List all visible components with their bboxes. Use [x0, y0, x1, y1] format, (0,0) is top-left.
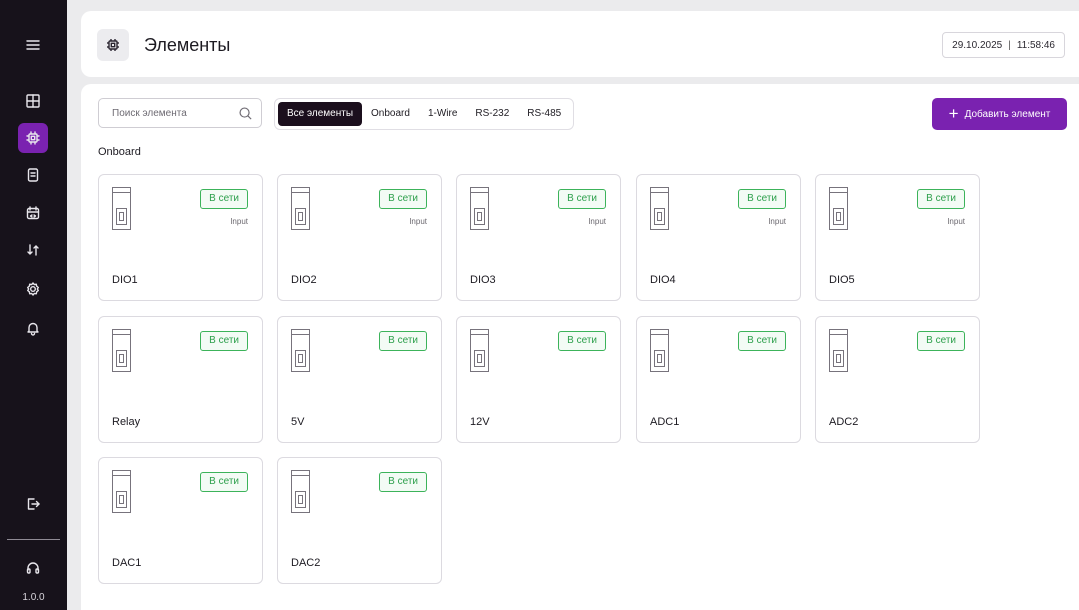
device-icon [470, 187, 489, 230]
tab-rs-485[interactable]: RS-485 [527, 108, 562, 119]
app-version: 1.0.0 [22, 592, 45, 603]
status-badge: В сети [200, 331, 248, 351]
search-icon[interactable] [238, 106, 253, 121]
element-name: DIO5 [829, 274, 855, 286]
status-badge: В сети [738, 189, 786, 209]
search-box[interactable] [98, 98, 262, 128]
document-icon[interactable] [18, 160, 48, 190]
element-card[interactable] [277, 174, 442, 301]
device-icon [470, 329, 489, 372]
element-mode: Input [230, 217, 248, 226]
current-time: 11:58:46 [1016, 39, 1055, 51]
chip-icon [97, 29, 129, 61]
filter-tabs [274, 98, 574, 130]
element-card[interactable] [456, 174, 621, 301]
calendar-icon[interactable] [18, 198, 48, 228]
device-icon [650, 187, 669, 230]
element-name: DIO4 [650, 274, 676, 286]
datetime-separator: | [1008, 39, 1011, 51]
element-card[interactable] [277, 457, 442, 584]
element-card[interactable] [277, 316, 442, 443]
element-card[interactable] [636, 316, 801, 443]
settings-icon[interactable] [18, 274, 48, 304]
element-card[interactable] [98, 457, 263, 584]
device-icon [112, 187, 131, 230]
element-mode: Input [588, 217, 606, 226]
section-title-onboard: Onboard [98, 146, 141, 158]
element-mode: Input [768, 217, 786, 226]
headset-icon[interactable] [18, 553, 48, 583]
current-date: 29.10.2025 [952, 39, 1003, 51]
element-name: 12V [470, 416, 490, 428]
dashboard-icon[interactable] [18, 86, 48, 116]
status-badge: В сети [379, 189, 427, 209]
element-mode: Input [947, 217, 965, 226]
element-card[interactable] [815, 174, 980, 301]
element-card[interactable] [98, 316, 263, 443]
tab-onboard[interactable]: Onboard [371, 108, 410, 119]
element-name: ADC1 [650, 416, 680, 428]
tab-1-wire[interactable]: 1-Wire [427, 108, 458, 119]
status-badge: В сети [558, 189, 606, 209]
search-input[interactable] [110, 107, 234, 120]
device-icon [112, 470, 131, 513]
status-badge: В сети [738, 331, 786, 351]
status-badge: В сети [917, 331, 965, 351]
datetime-display [942, 32, 1065, 58]
status-badge: В сети [379, 472, 427, 492]
tab-all-elements[interactable]: Все элементы [278, 102, 362, 126]
element-name: DIO3 [470, 274, 496, 286]
plus-icon: + [948, 104, 959, 123]
status-badge: В сети [200, 472, 248, 492]
sidebar-divider [7, 539, 60, 540]
element-card[interactable] [456, 316, 621, 443]
device-icon [650, 329, 669, 372]
transfer-icon[interactable] [18, 235, 48, 265]
element-name: 5V [291, 416, 305, 428]
device-icon [112, 329, 131, 372]
device-icon [291, 470, 310, 513]
device-icon [291, 329, 310, 372]
main-content [81, 84, 1079, 610]
element-card[interactable] [815, 316, 980, 443]
element-name: DAC2 [291, 557, 321, 569]
add-element-label: Добавить элемент [964, 108, 1051, 120]
element-name: ADC2 [829, 416, 859, 428]
element-card[interactable] [98, 174, 263, 301]
element-name: DAC1 [112, 557, 142, 569]
device-icon [291, 187, 310, 230]
sidebar [0, 0, 67, 610]
tab-rs-232[interactable]: RS-232 [475, 108, 510, 119]
status-badge: В сети [200, 189, 248, 209]
element-name: Relay [112, 416, 141, 428]
menu-icon[interactable] [18, 30, 48, 60]
logout-icon[interactable] [18, 489, 48, 519]
page-title: Элементы [144, 35, 231, 55]
device-icon [829, 329, 848, 372]
element-name: DIO1 [112, 274, 138, 286]
chip-icon[interactable] [18, 123, 48, 153]
status-badge: В сети [379, 331, 427, 351]
page-header [81, 11, 1079, 77]
add-element-button[interactable] [932, 98, 1067, 130]
device-icon [829, 187, 848, 230]
element-mode: Input [409, 217, 427, 226]
element-name: DIO2 [291, 274, 317, 286]
status-badge: В сети [917, 189, 965, 209]
bell-icon[interactable] [18, 313, 48, 343]
status-badge: В сети [558, 331, 606, 351]
element-card[interactable] [636, 174, 801, 301]
